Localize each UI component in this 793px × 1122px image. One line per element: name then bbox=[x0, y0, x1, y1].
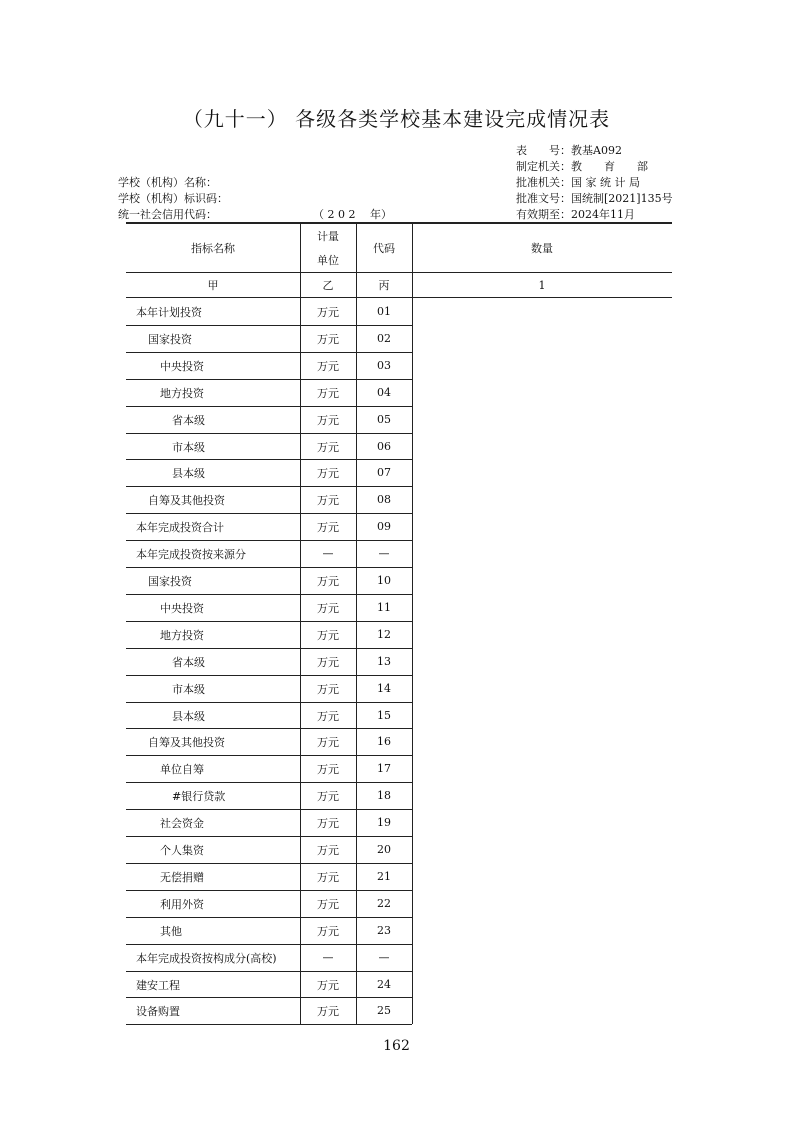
row-code: 19 bbox=[377, 816, 391, 829]
row-code: — bbox=[378, 951, 390, 964]
row-code: 07 bbox=[377, 466, 391, 479]
page-number: 162 bbox=[383, 1038, 410, 1054]
row-indicator-name: 自筹及其他投资 bbox=[148, 493, 225, 507]
issuing-authority: 制定机关：教 育 部 bbox=[516, 160, 648, 173]
row-unit: 万元 bbox=[317, 574, 339, 588]
row-code: 15 bbox=[377, 709, 391, 722]
column-header-name: 指标名称 bbox=[191, 242, 235, 255]
row-code: 01 bbox=[377, 305, 391, 318]
approving-authority: 批准机关：国 家 统 计 局 bbox=[516, 176, 640, 189]
row-indicator-name: 本年完成投资按来源分 bbox=[136, 547, 246, 561]
column-header-quantity: 数量 bbox=[531, 242, 553, 255]
subheader-quantity: 1 bbox=[538, 278, 546, 292]
institution-id-label: 学校（机构）标识码： bbox=[118, 192, 228, 205]
row-indicator-name: 个人集资 bbox=[160, 843, 204, 857]
row-code: 20 bbox=[377, 843, 391, 856]
row-unit: 万元 bbox=[317, 601, 339, 615]
row-unit: 万元 bbox=[317, 762, 339, 776]
row-code: 14 bbox=[377, 682, 391, 695]
row-unit: 万元 bbox=[317, 305, 339, 319]
row-code: 17 bbox=[377, 762, 391, 775]
row-code: 18 bbox=[377, 789, 391, 802]
row-code: 12 bbox=[377, 628, 391, 641]
row-code: 16 bbox=[377, 735, 391, 748]
row-indicator-name: #银行贷款 bbox=[172, 789, 226, 803]
row-indicator-name: 国家投资 bbox=[148, 332, 192, 346]
row-unit: 万元 bbox=[317, 466, 339, 480]
row-code: 10 bbox=[377, 574, 391, 587]
row-indicator-name: 社会资金 bbox=[160, 816, 204, 830]
row-unit: 万元 bbox=[317, 789, 339, 803]
row-indicator-name: 市本级 bbox=[172, 440, 205, 454]
row-indicator-name: 国家投资 bbox=[148, 574, 192, 588]
row-indicator-name: 本年计划投资 bbox=[136, 305, 202, 319]
row-indicator-name: 地方投资 bbox=[160, 628, 204, 642]
row-unit: 万元 bbox=[317, 359, 339, 373]
page-title: （九十一） 各级各类学校基本建设完成情况表 bbox=[182, 107, 611, 131]
row-unit: 万元 bbox=[317, 440, 339, 454]
approval-document-number: 批准文号：国统制[2021]135号 bbox=[516, 192, 673, 205]
form-number: 表 号：教基A092 bbox=[516, 144, 622, 157]
column-header-unit-line1: 计量 bbox=[317, 230, 339, 243]
row-indicator-name: 利用外资 bbox=[160, 897, 204, 911]
row-code: 24 bbox=[377, 978, 391, 991]
institution-name-label: 学校（机构）名称： bbox=[118, 176, 217, 189]
row-indicator-name: 建安工程 bbox=[136, 978, 180, 992]
row-unit: 万元 bbox=[317, 816, 339, 830]
row-unit: 万元 bbox=[317, 655, 339, 669]
row-code: 08 bbox=[377, 493, 391, 506]
row-code: 04 bbox=[377, 386, 391, 399]
row-indicator-name: 自筹及其他投资 bbox=[148, 735, 225, 749]
row-unit: 万元 bbox=[317, 870, 339, 884]
column-header-unit-line2: 单位 bbox=[317, 254, 339, 267]
row-code: 13 bbox=[377, 655, 391, 668]
row-unit: — bbox=[322, 951, 334, 964]
row-indicator-name: 省本级 bbox=[172, 413, 205, 427]
credit-code-label: 统一社会信用代码： bbox=[118, 208, 217, 221]
row-code: 02 bbox=[377, 332, 391, 345]
report-year: （ 2 0 2 年） bbox=[313, 208, 392, 221]
row-code: 03 bbox=[377, 359, 391, 372]
row-unit: 万元 bbox=[317, 493, 339, 507]
row-indicator-name: 本年完成投资按构成分(高校) bbox=[136, 951, 277, 965]
row-unit: 万元 bbox=[317, 843, 339, 857]
row-code: 21 bbox=[377, 870, 391, 883]
row-unit: 万元 bbox=[317, 1004, 339, 1018]
row-indicator-name: 无偿捐赠 bbox=[160, 870, 204, 884]
row-code: 22 bbox=[377, 897, 391, 910]
subheader-unit: 乙 bbox=[322, 279, 334, 292]
row-unit: 万元 bbox=[317, 735, 339, 749]
column-header-code: 代码 bbox=[373, 242, 395, 255]
row-unit: — bbox=[322, 547, 334, 560]
row-indicator-name: 市本级 bbox=[172, 682, 205, 696]
row-indicator-name: 单位自筹 bbox=[160, 762, 204, 776]
row-unit: 万元 bbox=[317, 682, 339, 696]
row-code: — bbox=[378, 547, 390, 560]
row-indicator-name: 县本级 bbox=[172, 709, 205, 723]
row-unit: 万元 bbox=[317, 897, 339, 911]
row-code: 05 bbox=[377, 413, 391, 426]
subheader-code: 丙 bbox=[378, 279, 390, 292]
row-code: 25 bbox=[377, 1004, 391, 1017]
row-unit: 万元 bbox=[317, 332, 339, 346]
row-unit: 万元 bbox=[317, 924, 339, 938]
row-code: 23 bbox=[377, 924, 391, 937]
row-indicator-name: 中央投资 bbox=[160, 359, 204, 373]
row-indicator-name: 中央投资 bbox=[160, 601, 204, 615]
row-code: 06 bbox=[377, 440, 391, 453]
subheader-name: 甲 bbox=[207, 279, 219, 292]
row-indicator-name: 地方投资 bbox=[160, 386, 204, 400]
row-indicator-name: 本年完成投资合计 bbox=[136, 520, 224, 534]
row-unit: 万元 bbox=[317, 520, 339, 534]
row-code: 11 bbox=[377, 601, 391, 614]
row-unit: 万元 bbox=[317, 978, 339, 992]
row-unit: 万元 bbox=[317, 386, 339, 400]
row-indicator-name: 省本级 bbox=[172, 655, 205, 669]
valid-until: 有效期至：2024年11月 bbox=[516, 208, 635, 221]
row-indicator-name: 县本级 bbox=[172, 466, 205, 480]
row-code: 09 bbox=[377, 520, 391, 533]
row-indicator-name: 其他 bbox=[160, 924, 182, 938]
row-indicator-name: 设备购置 bbox=[136, 1004, 180, 1018]
row-unit: 万元 bbox=[317, 628, 339, 642]
row-unit: 万元 bbox=[317, 709, 339, 723]
row-unit: 万元 bbox=[317, 413, 339, 427]
